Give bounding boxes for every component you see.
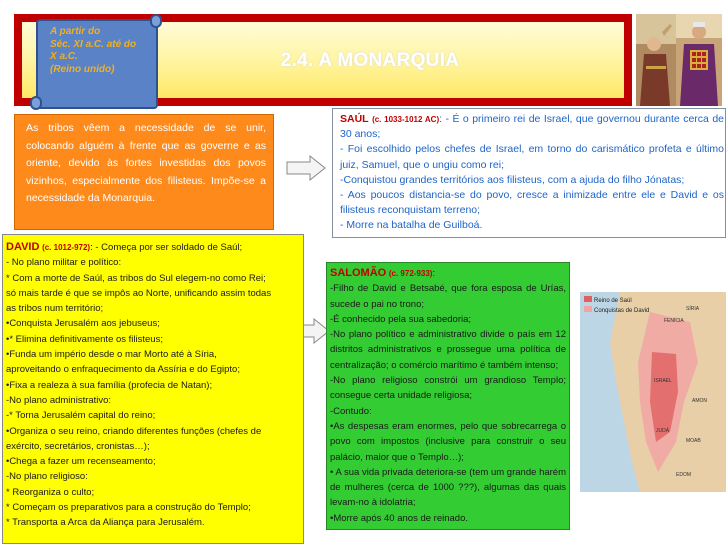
solomon-line: • A sua vida privada deteriora-se (tem um grande harém de mulheres (cerca de 1000 ???), algumas das quais levam-no à idolatria; <box>330 466 566 509</box>
david-line: as tribos num território; <box>6 303 104 315</box>
saul-text: SAÚL (c. 1033-1012 AC): - É o primeiro rei de Israel, que governou durante cerca de 30 anos; - Foi escolhido pelos chefes de Israel, em torno do carismático profeta e último juiz, Samuel, que o ungiu como rei; -Conquistou grandes territórios aos filisteus, com a ajuda do filho Jónatas; - Aos poucos distancia-se do povo, cresce a inimizade entre ele e David e os filisteus reconquistam terreno; - Morre na batalha de Guilboá. <box>340 112 724 234</box>
david-line: -No plano administrativo: <box>6 394 112 406</box>
david-intro: - Começa por ser soldado de Saúl; <box>95 242 243 253</box>
map-label: JUDÁ <box>656 428 670 434</box>
saul-point: É o primeiro rei de Israel, que governou durante cerca de 30 anos; <box>340 113 725 141</box>
david-line: •Conquista Jerusalém aos jebuseus; <box>6 318 160 330</box>
david-line: * Transporta a Arca da Aliança para Jerusalém. <box>6 517 205 529</box>
context-text: As tribos vêem a necessidade de se unir, colocando alguém à frente que as governe e as oriente, devido às fortes investidas dos povos vizinhos, especialmente dos filisteus. Impõe-se a necessidade da Monarquia. <box>26 122 266 204</box>
david-line: - No plano militar e político: <box>6 257 122 269</box>
david-dates: (c. 1012-972) <box>42 243 91 252</box>
solomon-line: -Contudo: <box>330 405 372 417</box>
page-title: 2.4. A MONARQUIA <box>280 50 460 71</box>
map-legend-saul: Reino de Saúl <box>594 298 632 304</box>
david-name: DAVID <box>6 241 40 253</box>
david-line: •Funda um império desde o mar Morto até à Síria, <box>6 349 217 361</box>
solomon-line: •As despesas eram enormes, pelo que sobrecarrega o povo com impostos (inclusive para construir o seu palácio, maior que o Templo…); <box>330 420 566 463</box>
solomon-line: -No plano religioso constrói um grandioso Templo; consegue certa unidade religiosa; <box>330 375 566 402</box>
david-line: •Chega a fazer um recenseamento; <box>6 456 156 468</box>
saul-point: -Conquistou grandes territórios aos filisteus, com a ajuda do filho Jónatas; <box>340 173 685 186</box>
david-line: exército, secretários, cronistas…); <box>6 440 150 452</box>
map-label: ISRAEL <box>654 378 672 384</box>
david-line: * Começam os preparativos para a construção do Templo; <box>6 502 251 514</box>
king-harp-picture <box>636 14 676 106</box>
period-line: A partir do <box>50 26 101 37</box>
david-text: DAVID (c. 1012-972): - Começa por ser soldado de Saúl; - No plano militar e político: * Com a morte de Saúl, as tribos do Sul elegem-no como Rei; só mais tarde é que se impôs ao Norte, unificando assim todas as tribos num território; •Conquista Jerusalém aos jebuseus; •* Elimina definitivamente os filisteus; •Funda um império desde o mar Morto até à Síria, aproveitando o enfraquecimento da Assíria e do Egipto; •Fixa a realeza à sua família (profecia de Natan); -No plano administrativo: -* Torna Jerusalém capital do reino; •Organiza o seu reino, criando diferentes funções (chefes de exército, secretários, cronistas…); •Chega a fazer um recenseamento; -No plano religioso: * Reorganiza o culto; * Começam os preparativos para a construção do Templo; * Transporta a Arca da Aliança para Jerusalém. <box>6 240 300 531</box>
solomon-line: -No plano político e administrativo divide o país em 12 distritos administrativos e prossegue uma política de centralização; o comércio marítimo é também intenso; <box>330 329 566 371</box>
david-line: aproveitando o enfraquecimento da Assíria e do Egipto; <box>6 364 240 376</box>
saul-dates: (c. 1033-1012 AC) <box>372 115 440 124</box>
period-line: Séc. XI a.C. até do <box>50 38 137 50</box>
david-line: só mais tarde é que se impôs ao Norte, unificando assim todas <box>6 287 272 299</box>
saul-point: - Morre na batalha de Guilboá. <box>340 219 483 232</box>
scroll-curl-bottom <box>30 96 42 110</box>
saul-point: - Foi escolhido pelos chefes de Israel, em torno do carismático profeta e último juiz, Samuel, que o ungiu como rei; <box>340 143 724 171</box>
david-line: •* Elimina definitivamente os filisteus; <box>6 333 163 345</box>
david-line: * Reorganiza o culto; <box>6 486 95 498</box>
map-label: MOAB <box>686 438 701 444</box>
period-text <box>50 26 154 76</box>
saul-name: SAÚL <box>340 113 369 125</box>
map-label: AMON <box>692 398 707 404</box>
kingdom-map <box>580 292 726 492</box>
solomon-line: -Filho de David e Betsabé, que fora esposa de Urías, sucede o pai no trono; <box>330 283 566 310</box>
david-line: •Organiza o seu reino, criando diferentes funções (chefes de <box>6 425 262 437</box>
solomon-text: SALOMÃO (c. 972-933): -Filho de David e Betsabé, que fora esposa de Urías, sucede o pai no trono; -É conhecido pela sua sabedoria; -No plano político e administrativo divide o país em 12 distritos administrativos e prossegue uma política de centralização; o comércio marítimo é também intenso; -No plano religioso constrói um grandioso Templo; consegue certa unidade religiosa; -Contudo: •As despesas eram enormes, pelo que sobrecarrega o povo com impostos (inclusive para construir o seu palácio, maior que o Templo…); • A sua vida privada deteriora-se (tem um grande harém de mulheres (cerca de 1000 ???), algumas das quais levam-no à idolatria; •Morre após 40 anos de reinado. <box>330 266 566 526</box>
map-label: FENÍCIA <box>664 318 684 324</box>
period-line: X a.C. <box>50 51 78 62</box>
period-line: (Reino unido) <box>50 63 115 75</box>
saul-point: - Aos poucos distancia-se do povo, cresce a inimizade entre ele e David e os filisteus reconquistam terreno; <box>340 189 724 217</box>
map-label: SÍRIA <box>686 306 700 312</box>
david-line: -No plano religioso: <box>6 471 88 483</box>
david-line: * Com a morte de Saúl, as tribos do Sul elegem-no como Rei; <box>6 272 266 284</box>
solomon-name: SALOMÃO <box>330 267 387 279</box>
map-label: EDOM <box>676 472 691 478</box>
david-line: -* Torna Jerusalém capital do reino; <box>6 410 156 422</box>
arrow-right-icon <box>286 155 326 181</box>
high-priest-picture <box>676 14 722 106</box>
solomon-dates: (c. 972-933) <box>388 269 433 278</box>
david-line: •Fixa a realeza à sua família (profecia de Natan); <box>6 379 213 391</box>
solomon-line: -É conhecido pela sua sabedoria; <box>330 313 472 325</box>
solomon-line: •Morre após 40 anos de reinado. <box>330 512 468 524</box>
map-legend-david: Conquistas de David <box>594 308 650 314</box>
